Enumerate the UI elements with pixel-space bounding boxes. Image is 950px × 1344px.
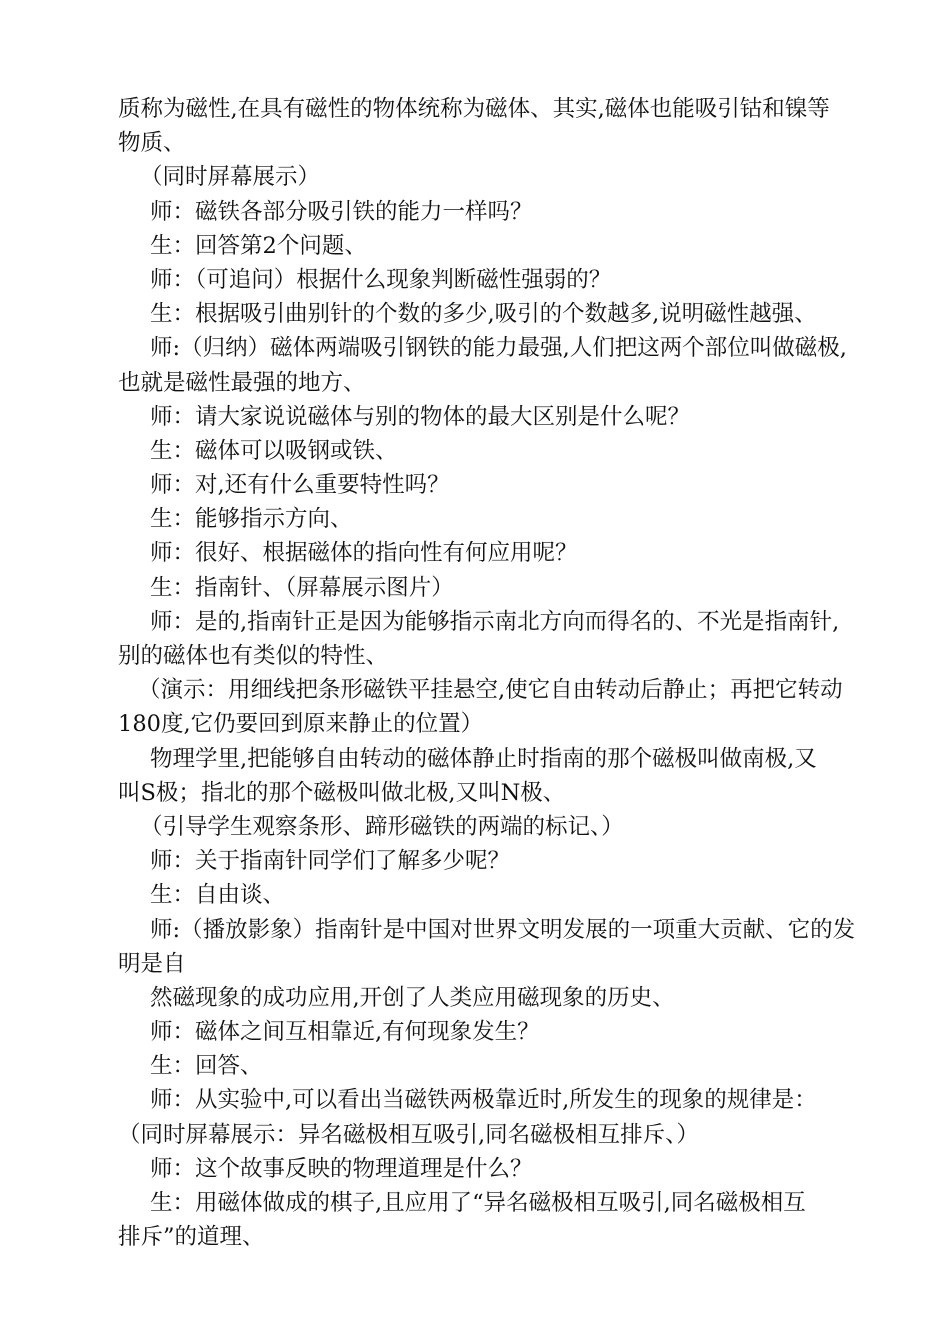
text-line: 也就是磁性最强的地方、 [118,369,366,396]
text-line: 生：自由谈、 [150,882,286,909]
text-line: 180度,它仍要回到原来静止的位置） [118,711,484,738]
text-line: 师:（归纳）磁体两端吸引钢铁的能力最强,人们把这两个部位叫做磁极, [150,335,847,362]
text-line: 师:（播放影象）指南针是中国对世界文明发展的一项重大贡献、它的发 [150,916,856,943]
text-line: 明是自 [118,950,186,977]
text-line: 然磁现象的成功应用,开创了人类应用磁现象的历史、 [150,984,675,1011]
text-line: 师：磁铁各部分吸引铁的能力一样吗？ [150,198,533,225]
text-line: 师：是的,指南针正是因为能够指示南北方向而得名的、不光是指南针, [150,608,840,635]
text-line: 排斥”的道理、 [118,1224,265,1251]
text-line: 师：对,还有什么重要特性吗？ [150,472,450,499]
text-line: 生：磁体可以吸钢或铁、 [150,437,398,464]
text-line: （演示：用细线把条形磁铁平挂悬空,使它自由转动后静止；再把它转动 [138,677,843,704]
text-line: 师：（可追问）根据什么现象判断磁性强弱的？ [150,266,612,293]
document-body [118,92,856,1254]
text-line: （同时屏幕展示：异名磁极相互吸引,同名磁极相互排斥、） [118,1121,699,1148]
text-line: 师：请大家说说磁体与别的物体的最大区别是什么呢？ [150,403,691,430]
text-line: 质称为磁性,在具有磁性的物体统称为磁体、其实,磁体也能吸引钴和镍等 [118,96,830,122]
text-line: 别的磁体也有类似的特性、 [118,643,389,669]
text-line: 生：根据吸引曲别针的个数的多少,吸引的个数越多,说明磁性越强、 [150,301,817,328]
text-line: 物理学里,把能够自由转动的磁体静止时指南的那个磁极叫做南极,又 [150,745,817,772]
text-line: 师：很好、根据磁体的指向性有何应用呢？ [150,540,578,567]
text-line: 师：磁体之间互相靠近,有何现象发生？ [150,1019,540,1046]
text-line: 生：指南针、（屏幕展示图片） [150,574,454,601]
text-line: 师：这个故事反映的物理道理是什么？ [150,1155,533,1182]
text-line: （同时屏幕展示） [140,164,321,191]
text-line: 生：回答、 [150,1053,263,1080]
text-line: 生：回答第2个问题、 [150,232,367,259]
text-line: 师：关于指南针同学们了解多少呢？ [150,848,511,875]
text-line: （引导学生观察条形、蹄形磁铁的两端的标记、） [140,813,624,840]
text-line: 物质、 [118,130,186,157]
text-line: 生：用磁体做成的棋子,且应用了“异名磁极相互吸引,同名磁极相互 [150,1190,806,1216]
text-line: 师：从实验中,可以看出当磁铁两极靠近时,所发生的现象的规律是： [150,1087,817,1114]
text-line: 叫S极；指北的那个磁极叫做北极,又叫N极、 [118,779,566,806]
text-line: 生：能够指示方向、 [150,506,353,533]
